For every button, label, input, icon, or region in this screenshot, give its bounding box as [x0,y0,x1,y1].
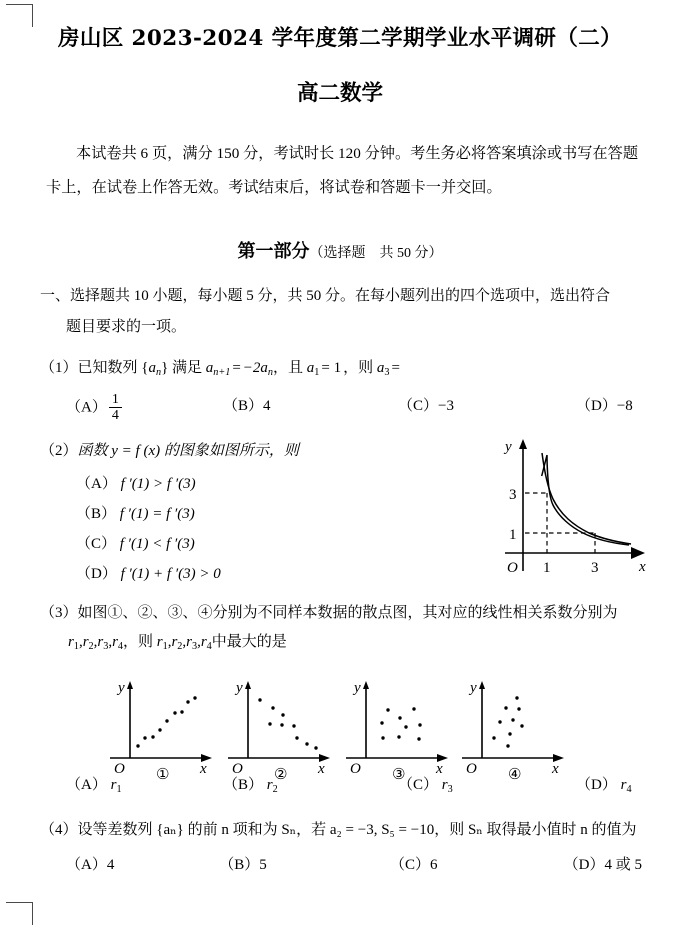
question-1-option-c[interactable] [398,392,576,423]
scatter-4-point [504,706,507,709]
question-2-figure [495,433,655,585]
scatter-2-point [280,723,283,726]
scatter-2-origin: O [232,761,243,777]
question-1-option-a-numerator: 1 [111,391,119,407]
question-1-eq-rhs: −2a [242,360,268,376]
origin-label: O [507,560,518,576]
question-3-r4-b-sub: 4 [206,640,212,652]
question-1-option-b-value: 4 [263,397,271,414]
question-4-text: 设等差数列 {aₙ} 的前 n 项和为 Sₙ，若 a₂ = −3, S₅ = −10，则 Sₙ 取得最小值时 n 的值为 [77,821,637,838]
scatter-4-y-label: y [470,680,477,696]
question-3-option-d-value: r [620,776,627,793]
function-curve-main [542,453,631,544]
question-3-r2-b-sub: 2 [177,640,183,652]
scatter-4-origin: O [466,761,477,777]
y-tick-3: 3 [509,487,517,503]
question-1-option-a-fraction [109,392,122,423]
question-2-option-b-tag: （B） [76,506,117,523]
question-1-eq-rel: = [232,360,241,376]
page-subtitle: 高二数学 [296,81,383,106]
scatter-2-point [295,736,298,739]
scatter-4-point [498,720,501,723]
question-4-option-c-tag: （C） [389,856,430,873]
question-3-r4-a-sub: 4 [117,640,123,652]
question-4-option-b-value: 5 [259,856,267,873]
question-1-a3-eq: = [391,360,400,376]
question-1-option-d-tag: （D） [576,397,617,414]
question-4-option-a[interactable] [66,851,219,880]
question-1-option-a-denominator: 4 [109,407,122,423]
question-2-option-a-value: f ′(1) > f ′(3) [120,476,196,493]
scatter-3-point [381,736,384,739]
section-lead-line2: 题目要求的一项。 [66,319,187,335]
page-title: 房山区 2023-2024 学年度第二学期学业水平调研（二） [57,26,623,51]
question-4 [38,816,642,880]
scatter-2-point [271,706,274,709]
question-4-option-d-value: 4 或 5 [604,856,642,873]
y-tick-1: 1 [509,527,517,543]
question-3-option-b-tag: （B） [223,776,264,793]
exam-instructions: 本试卷共 6 页，满分 150 分，考试时长 120 分钟。考生务必将答案填涂或书写在答题卡上，在试卷上作答无效。考试结束后，将试卷和答题卡一并交回。 [46,145,638,196]
question-3-option-d-tag: （D） [576,776,617,793]
question-1-eq-lhs-sub: n+1 [213,366,231,378]
question-3-option-a-value: r [110,776,117,793]
question-2-option-a-tag: （A） [76,476,117,493]
y-axis-label: y [505,439,512,455]
scatter-plot-2 [228,680,330,783]
question-3-stem-line2: $r_1,r_2,r_3,r_4$，则 $r_1,r_2,r_3,r_4$中最大的是 [68,634,287,652]
question-1-text-c: ，且 [273,360,304,376]
scatter-4-caption: ④ [508,765,522,783]
question-3-r4-a: r [112,634,118,651]
question-2-text: 函数 y = f (x) 的图象如图所示，则 [77,443,299,460]
scatter-4-point [506,744,509,747]
scatter-plot-4 [462,680,564,783]
question-2-number: （2） [40,443,78,460]
question-3-option-d-sub: 4 [626,783,632,795]
question-3-r1-b-sub: 1 [162,640,168,652]
question-1-a1-val: = 1 [321,360,342,376]
question-4-stem [38,816,642,845]
question-3-text-mid: ，则 [123,634,154,651]
question-1-a1-sub: 1 [314,366,320,378]
part-one-subtitle: （选择题 共 50 分） [309,246,443,261]
question-3-text-line1: 如图①、②、③、④分别为不同样本数据的散点图，其对应的线性相关系数分别为 [77,605,618,622]
scatter-3-point [412,707,415,710]
question-3-r3-a-sub: 3 [103,640,109,652]
question-3-r2-a-sub: 2 [88,640,94,652]
scatter-2-y-label: y [236,680,243,696]
question-4-options [38,851,642,880]
question-3-r3-a: r [97,634,104,651]
question-1-a3-sub: 3 [384,366,390,378]
scatter-4-x-label: x [552,761,559,777]
question-3-option-c-value: r [441,776,448,793]
scatter-1-y-arrow [127,681,133,689]
question-2-option-c-value: f ′(1) < f ′(3) [119,536,195,553]
scatter-1-x-label: x [200,761,207,777]
question-3-option-c-tag: （C） [398,776,439,793]
question-3-r1-a: r [68,634,74,651]
y-axis-arrow [519,439,527,449]
question-3-r1-b: r [156,634,163,651]
section-lead [38,281,642,343]
x-tick-3: 3 [591,560,599,576]
question-3-number: （3） [40,605,78,622]
scatter-3-point [386,708,389,711]
question-2-option-b-value: f ′(1) = f ′(3) [119,506,195,523]
scatter-3-point [397,735,400,738]
question-4-option-c-value: 6 [429,856,438,873]
question-1-option-a[interactable] [66,392,223,423]
scatter-4-point [508,732,511,735]
question-1-text-b: } 满足 [161,360,203,376]
question-4-option-d-tag: （D） [563,856,605,873]
scatter-group-svg [108,678,578,782]
scatter-3-x-label: x [436,761,443,777]
question-4-option-a-tag: （A） [66,856,107,873]
question-4-option-b[interactable] [219,851,390,880]
question-1-option-a-tag: （A） [66,399,107,416]
question-1-a3: a [376,360,385,376]
scatter-4-y-arrow [479,681,485,689]
scatter-3-point [404,725,407,728]
question-3-option-a-sub: 1 [116,783,122,795]
question-1-an: a [148,360,156,376]
scatter-4-point [517,707,520,710]
scatter-1-point [143,736,146,739]
question-1-options [38,392,642,423]
scatter-3-y-label: y [354,680,361,696]
question-3-option-a-tag: （A） [66,776,107,793]
scatter-4-point [520,724,523,727]
question-1-eq-rhs-sub: n [267,366,274,378]
question-2-graph-svg [495,433,655,585]
question-3-r4-b: r [200,634,207,651]
question-3-figure [108,678,578,782]
scatter-1-point [186,700,189,703]
question-3-stem-line1 [38,599,642,628]
scatter-1-point [158,728,161,731]
x-axis-label: x [639,559,646,575]
question-3-r1-a-sub: 1 [73,640,79,652]
question-2-option-d-value: f ′(1) + f ′(3) > 0 [120,566,221,583]
question-1-option-b-tag: （B） [223,397,264,414]
question-4-option-a-value: 4 [106,856,115,873]
scatter-2-point [305,742,308,745]
scatter-1-point [165,719,168,722]
question-3-option-b-value: r [266,776,273,793]
scatter-1-caption: ① [156,765,170,783]
question-2-option-d-tag: （D） [76,566,117,583]
scatter-3-point [417,737,420,740]
question-4-number: （4） [40,821,78,838]
scatter-4-point [515,696,518,699]
scatter-2-point [258,698,261,701]
question-4-option-b-tag: （B） [219,856,260,873]
question-1-option-d-value: −8 [616,397,633,414]
question-3-r3-b-sub: 3 [191,640,198,652]
scatter-4-point [492,736,495,739]
scatter-2-point [292,724,295,727]
scatter-3-point [398,716,401,719]
scatter-1-point [173,711,176,714]
x-tick-1: 1 [543,560,551,576]
scatter-3-point [380,721,383,724]
scatter-1-y-label: y [118,680,125,696]
scatter-1-point [180,710,183,713]
question-1-option-c-tag: （C） [398,397,439,414]
question-1-an-sub: n [155,366,162,378]
scatter-3-y-arrow [363,681,369,689]
scatter-2-point [314,746,317,749]
question-3-option-c-sub: 3 [447,783,453,795]
question-1 [38,354,642,423]
scatter-2-point [268,722,271,725]
question-1-option-b[interactable] [223,392,398,423]
question-3-r3-b: r [186,634,192,651]
section-lead-line1: 一、选择题共 10 小题，每小题 5 分，共 50 分。在每小题列出的四个选项中，选出符合 [40,288,611,304]
question-1-option-c-value: −3 [438,397,454,414]
question-3-r2-b: r [171,634,178,651]
x-axis-arrow [631,547,645,559]
question-1-text-d: ，则 [343,360,374,376]
question-1-stem [38,354,642,387]
question-3-r2-a: r [82,634,89,651]
scatter-plot-3 [346,680,448,783]
question-1-option-d[interactable] [576,392,633,423]
scatter-plot-1 [110,680,212,783]
question-1-number: （1） [40,360,78,376]
question-3-option-b-sub: 2 [272,783,278,795]
scatter-3-origin: O [350,761,361,777]
part-one-title: 第一部分 [237,241,310,262]
question-1-eq-lhs: a [205,360,214,376]
scatter-2-y-arrow [245,681,251,689]
scatter-3-caption: ③ [392,765,406,783]
question-4-option-d[interactable] [564,851,642,880]
question-1-a1: a [306,360,315,376]
scatter-1-origin: O [114,761,125,777]
question-4-option-c[interactable] [390,851,564,880]
question-1-text-a: 已知数列 { [77,360,149,376]
scatter-1-point [151,735,154,738]
question-3-text-tail: 中最大的是 [211,634,287,651]
crop-mark-bottom-left [6,902,33,925]
part-one-header [38,237,642,263]
question-2-option-c-tag: （C） [76,536,117,553]
scatter-3-point [418,723,421,726]
scatter-2-caption: ② [274,765,288,783]
scatter-1-point [136,744,139,747]
question-3-option-d[interactable] [576,771,632,804]
scatter-2-point [281,713,284,716]
scatter-4-point [511,718,514,721]
scatter-2-x-label: x [318,761,325,777]
scatter-1-point [193,696,196,699]
